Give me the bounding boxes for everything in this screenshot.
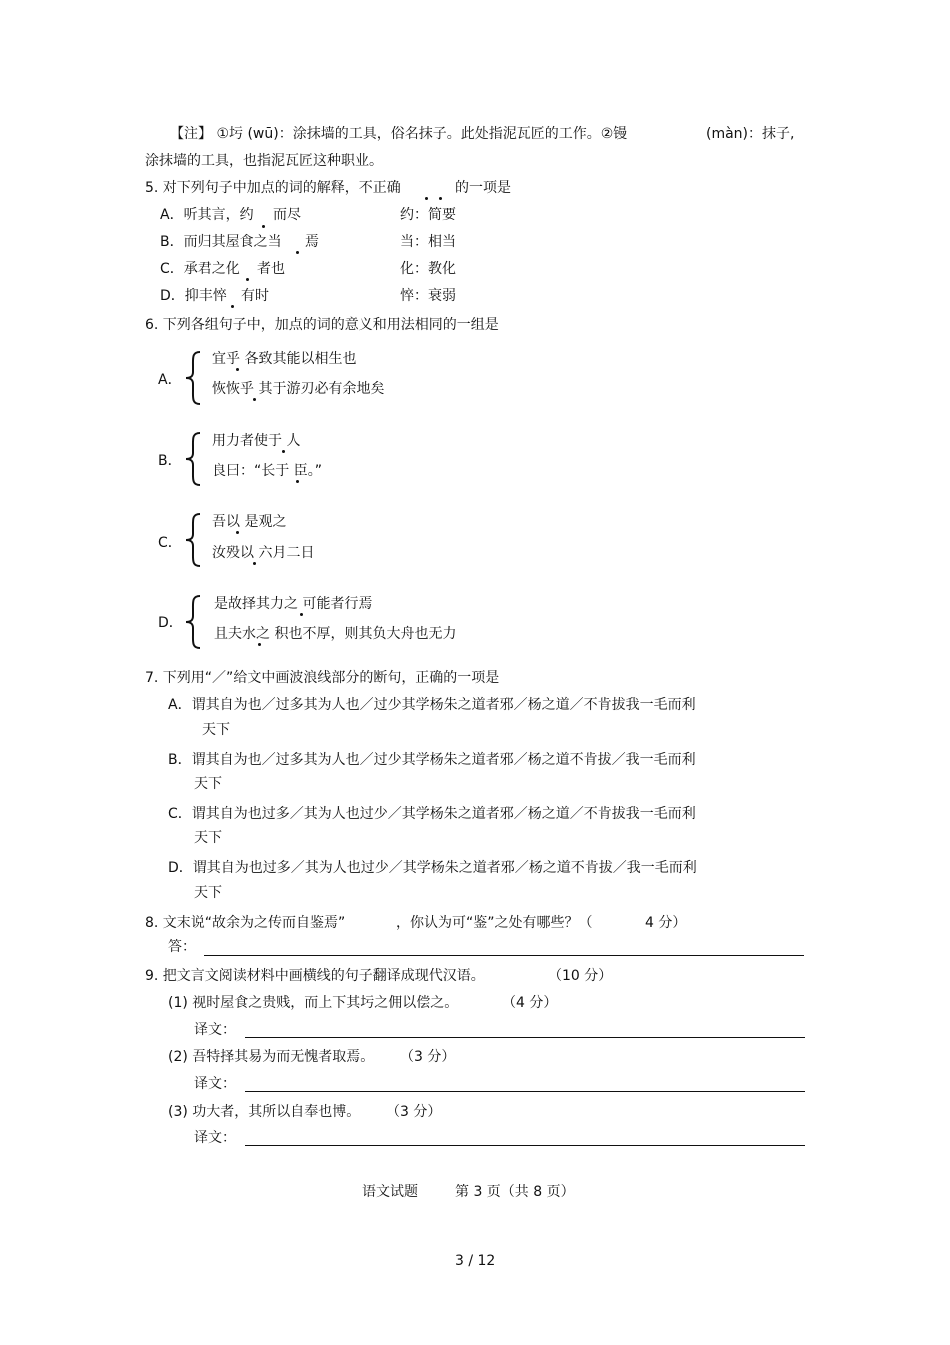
q5-option-b-tail: 焉 <box>305 234 319 250</box>
q6-group-a-letter: A． <box>158 372 182 388</box>
q5-option-d-tail: 有时 <box>241 288 269 304</box>
emphasis-dot <box>439 197 442 200</box>
q7-option-a: A．谓其自为也／过多其为人也／过少其学杨朱之道者邪／杨之道／不肯拔我一毛而利 <box>168 697 696 713</box>
q7-option-b-cont: 天下 <box>194 776 222 792</box>
q6-group-c-letter: C． <box>158 535 182 551</box>
q9-item-3: (3) 功大者，其所以自奉也博。 <box>168 1104 361 1120</box>
q5-option-d-gloss: 悴：衰弱 <box>400 288 456 304</box>
q5-option-a-tail: 而尽 <box>273 207 301 223</box>
q6-group-d-line2: 且夫水之 积也不厚，则其负大舟也无力 <box>214 626 457 642</box>
q6-group-b-letter: B． <box>158 453 182 469</box>
q9-score: （10 分） <box>548 968 613 984</box>
q6-group-d-line1: 是故择其力之 可能者行焉 <box>214 596 373 612</box>
q5-option-c-tail: 者也 <box>257 261 285 277</box>
q8-stem-mid: ，你认为可“鉴”之处有哪些？（ <box>396 915 593 931</box>
q5-option-a-gloss: 约：简要 <box>400 207 456 223</box>
q6-group-b-line1: 用力者使于 人 <box>212 433 301 449</box>
q9-item-1: (1) 视时屋食之贵贱，而上下其圬之佣以偿之。 <box>168 995 459 1011</box>
translation-line[interactable] <box>245 1145 805 1146</box>
emphasis-dot <box>300 613 303 616</box>
emphasis-dot <box>246 278 249 281</box>
emphasis-dot <box>236 368 239 371</box>
q6-group-a-line1: 宜乎 各致其能以相生也 <box>212 351 357 367</box>
note-line1: 【注】 ①圬 (wū)：涂抹墙的工具，俗名抹子。此处指泥瓦匠的工作。②镘 <box>170 126 628 142</box>
q7-option-a-cont: 天下 <box>202 722 230 738</box>
q9-stem: 9. 把文言文阅读材料中画横线的句子翻译成现代汉语。 <box>145 968 485 984</box>
q9-item-2-score: （3 分） <box>400 1049 456 1065</box>
emphasis-dot <box>425 197 428 200</box>
translation-line[interactable] <box>245 1091 805 1092</box>
emphasis-dot <box>253 562 256 565</box>
q7-stem: 7. 下列用“／”给文中画波浪线部分的断句，正确的一项是 <box>145 670 500 686</box>
footer-page-info: 第 3 页（共 8 页） <box>455 1184 575 1200</box>
q6-group-a-line2: 恢恢乎 其于游刃必有余地矣 <box>212 381 385 397</box>
footer-title: 语文试题 <box>362 1184 418 1200</box>
q9-item-3-label: 译文： <box>194 1130 236 1146</box>
emphasis-dot <box>296 251 299 254</box>
q8-score: 4 分） <box>645 915 687 931</box>
q9-item-1-score: （4 分） <box>502 995 558 1011</box>
q5-option-c: C．承君之化 <box>160 261 240 277</box>
note-line2: 涂抹墙的工具，也指泥瓦匠这种职业。 <box>145 153 383 169</box>
q5-stem-tail: 的一项是 <box>455 180 511 196</box>
q9-item-2: (2) 吾特择其易为而无愧者取焉。 <box>168 1049 375 1065</box>
left-brace-icon <box>184 350 202 406</box>
emphasis-dot <box>282 450 285 453</box>
q6-stem: 6. 下列各组句子中，加点的词的意义和用法相同的一组是 <box>145 317 499 333</box>
q5-option-a: A．听其言，约 <box>160 207 254 223</box>
q8-answer-label: 答： <box>168 939 196 955</box>
translation-line[interactable] <box>245 1037 805 1038</box>
q5-option-b: B．而归其屋食之当 <box>160 234 282 250</box>
q6-group-d-letter: D． <box>158 615 183 631</box>
emphasis-dot <box>231 305 234 308</box>
emphasis-dot <box>258 643 261 646</box>
left-brace-icon <box>184 594 202 650</box>
q7-option-d: D．谓其自为也过多／其为人也过少／其学杨朱之道者邪／杨之道不肯拔／我一毛而利 <box>168 860 697 876</box>
q7-option-d-cont: 天下 <box>194 885 222 901</box>
q6-group-c-line1: 吾以 是观之 <box>212 514 287 530</box>
emphasis-dot <box>253 398 256 401</box>
q8-stem: 8. 文末说“故余为之传而自鉴焉” <box>145 915 346 931</box>
q5-option-c-gloss: 化：教化 <box>400 261 456 277</box>
left-brace-icon <box>184 431 202 487</box>
note-line1-tail: (màn)：抹子, <box>706 126 795 142</box>
q5-option-d: D．抑丰悴 <box>160 288 227 304</box>
page-number: 3 / 12 <box>455 1253 496 1269</box>
q9-item-1-label: 译文： <box>194 1022 236 1038</box>
answer-line[interactable] <box>204 955 804 956</box>
emphasis-dot <box>296 480 299 483</box>
q9-item-3-score: （3 分） <box>386 1104 442 1120</box>
left-brace-icon <box>184 512 202 568</box>
q6-group-b-line2: 良曰：“长于 臣。” <box>212 463 322 479</box>
emphasis-dot <box>236 531 239 534</box>
q5-stem: 5. 对下列句子中加点的词的解释，不正确 <box>145 180 401 196</box>
q6-group-c-line2: 汝殁以 六月二日 <box>212 545 315 561</box>
q7-option-c-cont: 天下 <box>194 830 222 846</box>
emphasis-dot <box>262 225 265 228</box>
q7-option-c: C．谓其自为也过多／其为人也过少／其学杨朱之道者邪／杨之道／不肯拔我一毛而利 <box>168 806 696 822</box>
q9-item-2-label: 译文： <box>194 1076 236 1092</box>
q5-option-b-gloss: 当：相当 <box>400 234 456 250</box>
q7-option-b: B．谓其自为也／过多其为人也／过少其学杨朱之道者邪／杨之道不肯拔／我一毛而利 <box>168 752 696 768</box>
